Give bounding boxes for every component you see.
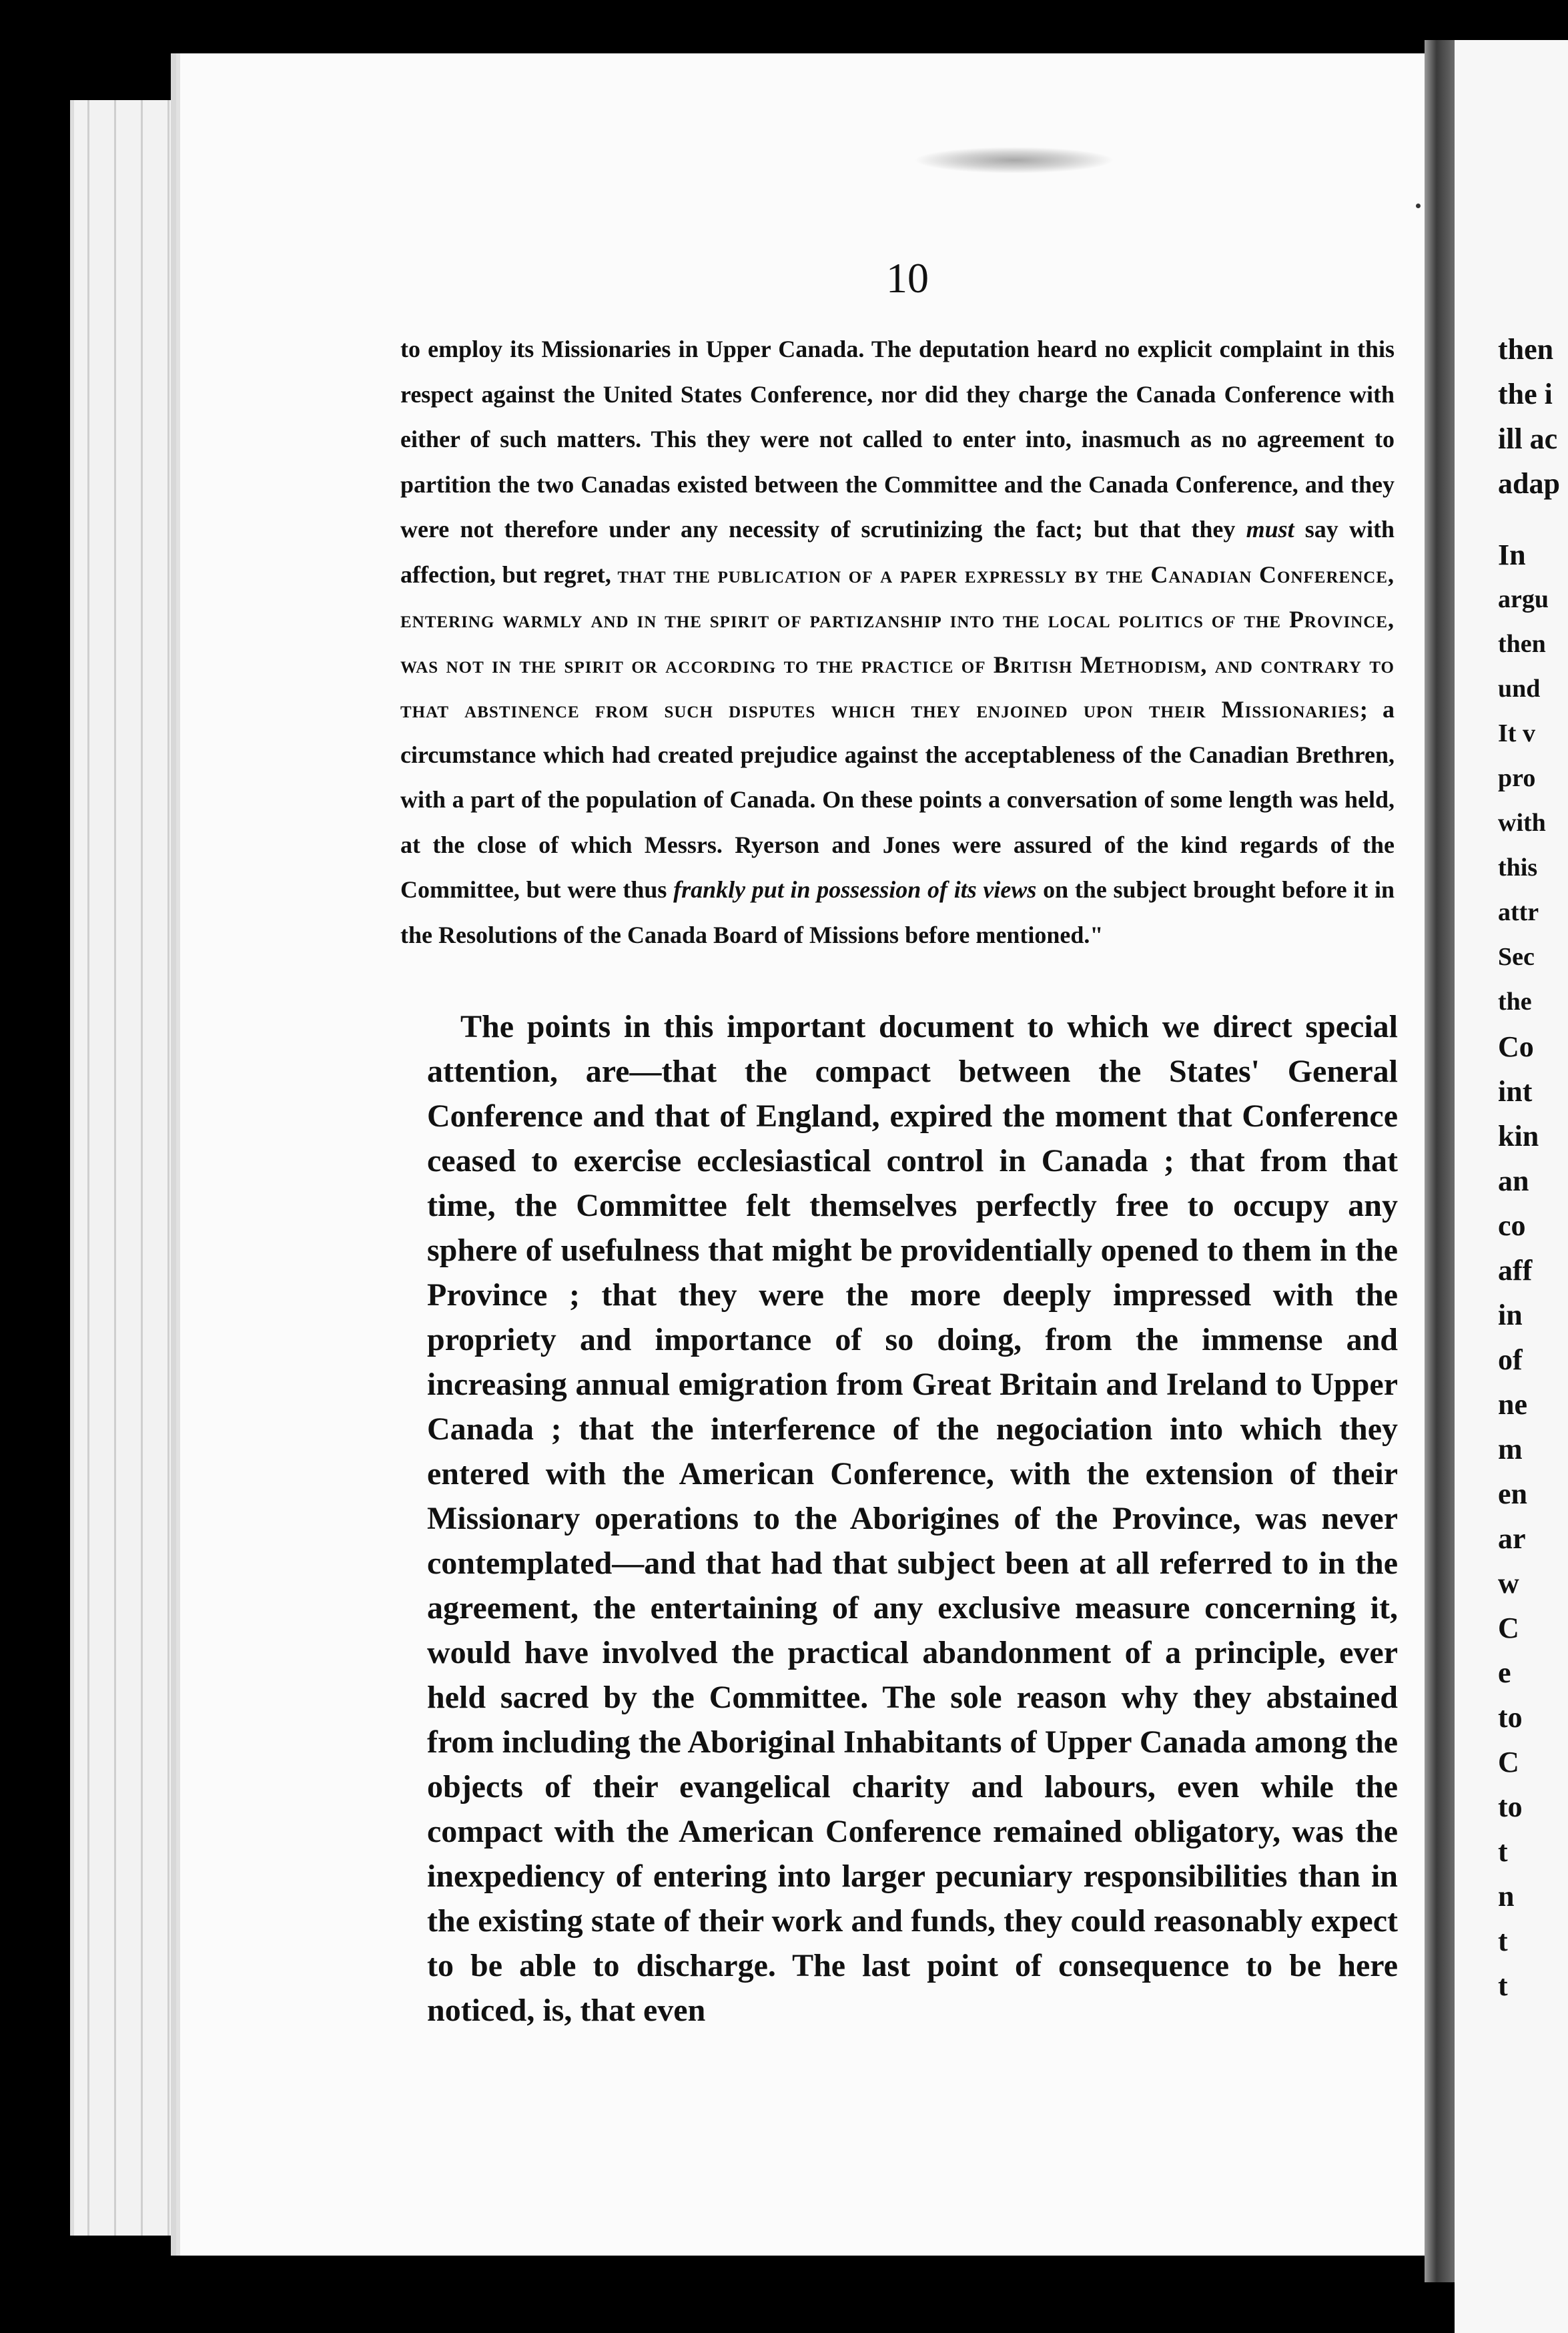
right-fragment: t [1498, 1969, 1508, 2002]
right-fragment: attr [1498, 898, 1539, 926]
page-edge-line [114, 100, 116, 2236]
quote-emphasis-must: must [1246, 516, 1294, 543]
right-fragment: t [1498, 1835, 1508, 1868]
quote-text-2: say with affection, but regret, [400, 516, 1395, 588]
right-fragment: ill ac [1498, 422, 1558, 455]
page-number: 10 [886, 254, 929, 302]
right-fragment: e [1498, 1656, 1511, 1689]
page-edge-line [141, 100, 143, 2236]
right-fragment: kin [1498, 1120, 1539, 1152]
right-fragment: t [1498, 1925, 1508, 1957]
right-fragment-gap [1498, 506, 1568, 533]
right-fragment: to [1498, 1701, 1523, 1734]
quote-small-caps: that the publication of a paper expressly by the Canadian Conference, entering warmly and in the spirit of partizanship into the local politics of the Province, was not in the spirit or according to the practice of British Methodism, and contrary to that abstinence from such disputes which they enjoined upon their Missionaries [400, 561, 1395, 723]
ink-dot [1416, 204, 1421, 208]
book-gutter [1425, 40, 1455, 2282]
quote-italic: frankly put in possession of its views [673, 876, 1037, 903]
right-fragment: ar [1498, 1522, 1526, 1555]
right-fragment: the i [1498, 378, 1553, 410]
page-edge-line [87, 100, 89, 2236]
right-fragment: en [1498, 1477, 1527, 1510]
right-fragment: C [1498, 1612, 1519, 1644]
right-fragment: und [1498, 675, 1541, 703]
right-fragment: In [1498, 539, 1526, 571]
right-fragment: m [1498, 1433, 1523, 1465]
right-fragment: adap [1498, 467, 1560, 500]
quote-text-1: to employ its Missionaries in Upper Canada. The deputation heard no explicit complaint in this respect against the United States Conference, nor did they charge the Canada Conference with either of such matters. This they were not called to enter into, inasmuch as no agreement to partition the two Canadas existed between the Committee and the Canada Conference, and they were not therefore under any necessity of scrutinizing the fact; but that they [400, 336, 1395, 543]
right-fragment: n [1498, 1880, 1515, 1913]
page-edge-line [167, 100, 169, 2236]
quote-text-4: on the subject brought before it in the Resolutions of the Canada Board of Missions before mentioned." [400, 876, 1395, 948]
right-fragment: w [1498, 1567, 1519, 1600]
right-fragment: Sec [1498, 943, 1535, 971]
right-fragment: It v [1498, 719, 1535, 747]
right-fragment: Co [1498, 1030, 1534, 1063]
right-fragment: argu [1498, 585, 1549, 613]
right-fragment: then [1498, 333, 1554, 366]
right-fragment: this [1498, 854, 1538, 882]
right-fragment: int [1498, 1075, 1533, 1108]
right-fragment: of [1498, 1343, 1523, 1376]
quoted-passage [400, 327, 1395, 958]
right-fragment: to [1498, 1790, 1523, 1823]
right-fragment: then [1498, 630, 1546, 658]
right-fragment: co [1498, 1209, 1526, 1242]
right-fragment: pro [1498, 764, 1536, 792]
right-fragment: aff [1498, 1254, 1533, 1287]
quote-text-3: ; a circumstance which had created prejudice against the acceptableness of the Canadian Brethren, with a part of the population of Canada. On these points a conversation of some length was held, at the close of which Messrs. Ryerson and Jones were assured of the kind regards of the Committee, but were thus [400, 696, 1395, 903]
right-page-text-fragments [1498, 327, 1568, 2008]
right-fragment: C [1498, 1746, 1519, 1778]
right-fragment: the [1498, 988, 1532, 1016]
ink-smudge [914, 147, 1114, 174]
right-fragment: ne [1498, 1388, 1527, 1421]
right-fragment: in [1498, 1299, 1523, 1331]
body-paragraph: The points in this important document to which we direct special attention, are—that the compact between the States' General Conference and that of England, expired the moment that Conference ceased to exercise ecclesiastical control in Canada ; that from that time, the Committee felt themselves perfectly free to occupy any sphere of usefulness that might be providentially opened to them in the Province ; that they were the more deeply impressed with the propriety and importance of so doing, from the immense and increasing annual emigration from Great Britain and Ireland to Upper Canada ; that the interference of the negociation into which they entered with the American Conference, with the extension of their Missionary operations to the Aborigines of the Province, was never contemplated—and that had that subject been at all referred to in the agreement, the entertaining of any exclusive measure concerning it, would have involved the practical abandonment of a principle, ever held sacred by the Committee. The sole reason why they abstained from including the Aboriginal Inhabitants of Upper Canada among the objects of their evangelical charity and labours, even while the compact with the American Conference remained obligatory, was the inexpediency of entering into larger pecuniary responsibilities than in the existing state of their work and funds, they could reasonably expect to be able to discharge. The last point of consequence to be here noticed, is, that even [427, 1009, 1398, 2028]
right-fragment: with [1498, 809, 1546, 837]
right-fragment: an [1498, 1164, 1529, 1197]
